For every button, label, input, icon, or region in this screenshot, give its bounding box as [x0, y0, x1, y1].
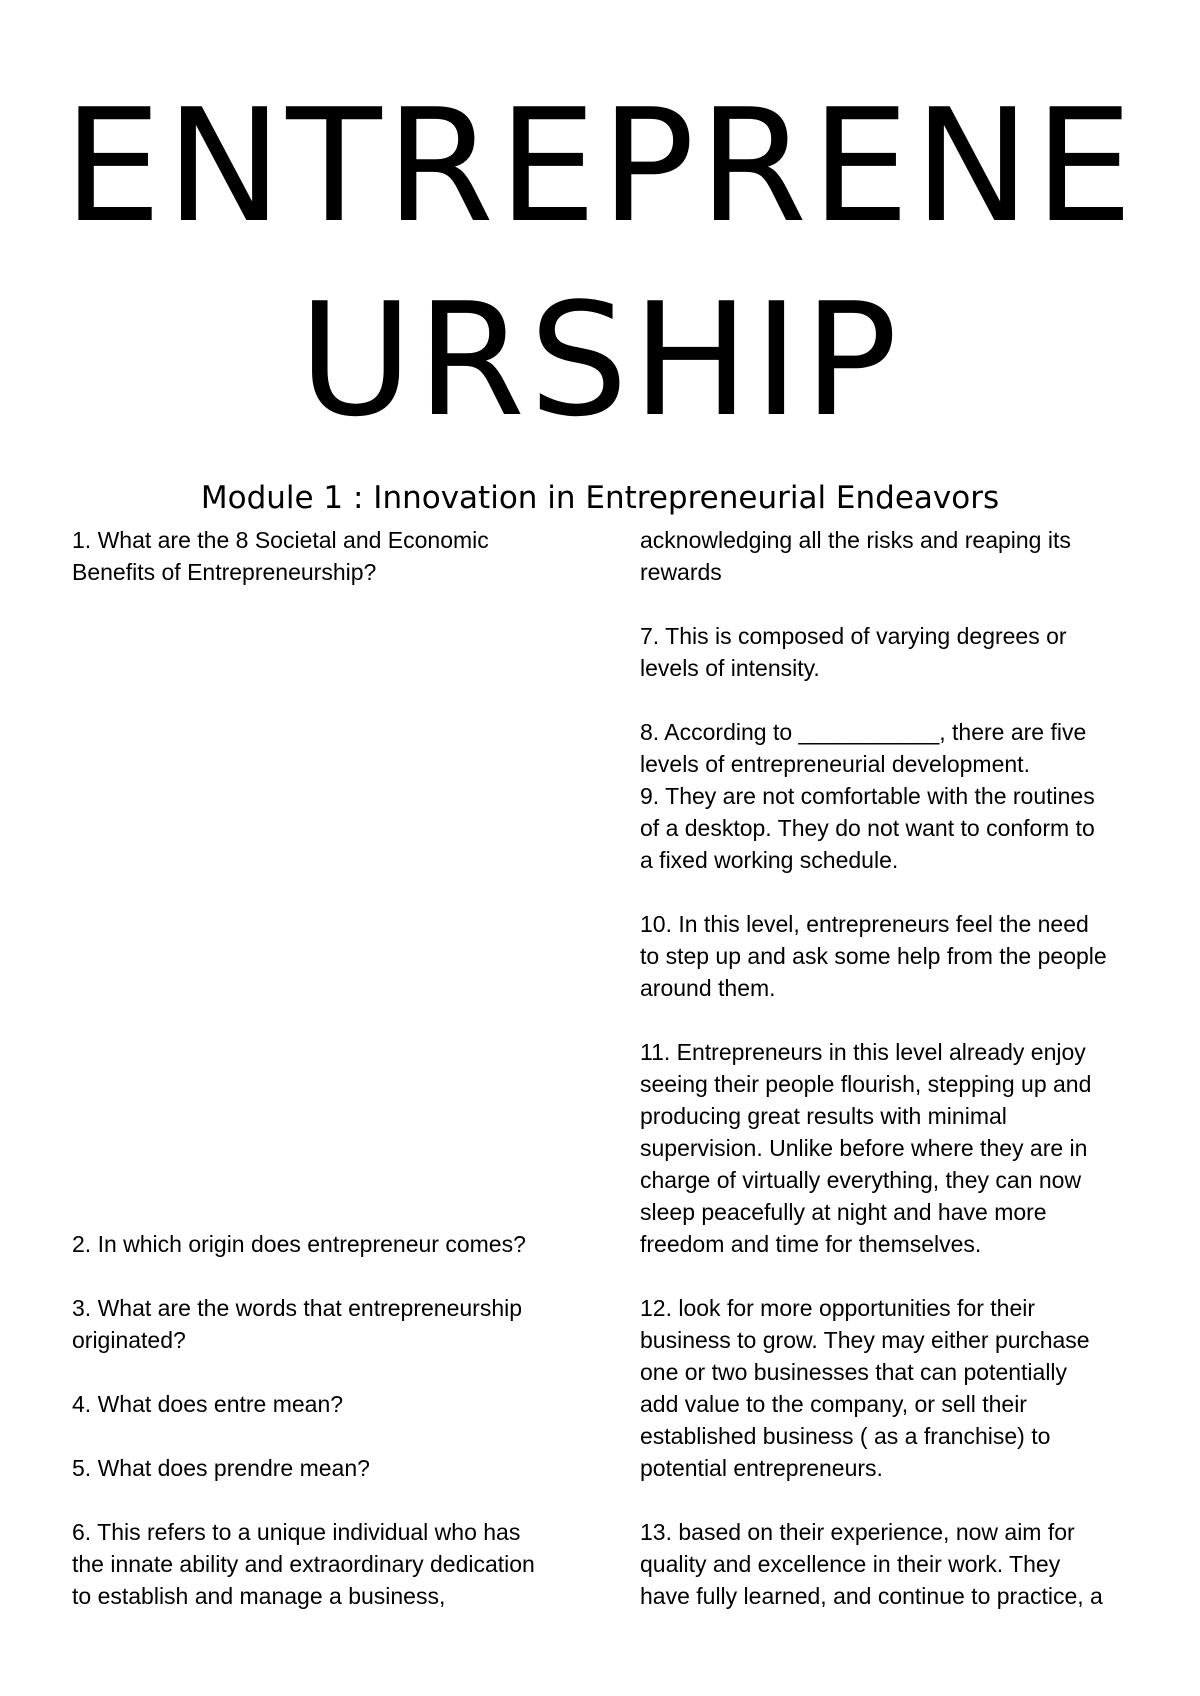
right-question-column [640, 524, 1150, 1612]
question-8: 8. According to ___________, there are five levels of entrepreneurial development. [640, 719, 1087, 777]
question-7: 7. This is composed of varying degrees or levels of intensity. [640, 623, 1067, 681]
question-13: 13. based on their experience, now aim for quality and excellence in their work. They have fully learned, and continue to practice, a [640, 1519, 1103, 1609]
module-title: Module 1 : Innovation in Entrepreneurial Endeavors [200, 480, 1000, 516]
page-title-line-1: ENTREPRENE [63, 75, 1137, 257]
question-10: 10. In this level, entrepreneurs feel the need to step up and ask some help from the people around them. [640, 911, 1107, 1001]
question-4: 4. What does entre mean? [72, 1391, 344, 1417]
question-1: 1. What are the 8 Societal and Economic Benefits of Entrepreneurship? [72, 527, 489, 585]
question-6-continued: acknowledging all the risks and reaping its rewards [640, 527, 1071, 585]
left-question-column [72, 524, 592, 1612]
question-11: 11. Entrepreneurs in this level already enjoy seeing their people flourish, stepping up and producing great results with minimal supervision. Unlike before where they are in charge of virtually everything, they can now sleep peacefully at night and have more freedom and time for themselves. [640, 1039, 1092, 1257]
question-6: 6. This refers to a unique individual who has the innate ability and extraordinary dedication to establish and manage a business, [72, 1519, 535, 1609]
question-5: 5. What does prendre mean? [72, 1455, 370, 1481]
question-2: 2. In which origin does entrepreneur comes? [72, 1231, 526, 1257]
question-9: 9. They are not comfortable with the routines of a desktop. They do not want to conform to a fixed working schedule. [640, 783, 1095, 873]
question-3: 3. What are the words that entrepreneurship originated? [72, 1295, 523, 1353]
question-12: 12. look for more opportunities for their business to grow. They may either purchase one or two businesses that can potentially add value to the company, or sell their established business ( as a franchise) to potential entrepreneurs. [640, 1295, 1090, 1481]
page-title-line-2: URSHIP [298, 269, 902, 451]
